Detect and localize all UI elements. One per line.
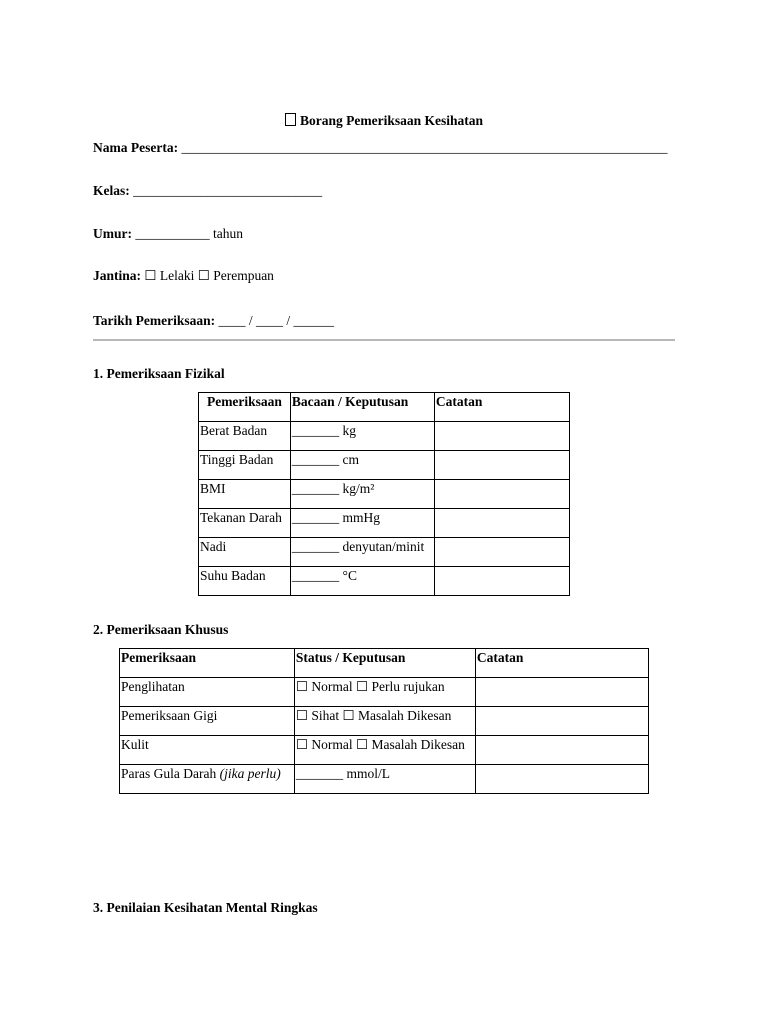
- reading-cell[interactable]: _______ kg: [290, 422, 434, 451]
- tarikh-blank[interactable]: ____ / ____ / ______: [215, 313, 335, 328]
- row-label: Pemeriksaan Gigi: [120, 707, 295, 736]
- kelas-blank[interactable]: ____________________________: [129, 183, 323, 198]
- table-header-row: [120, 649, 649, 678]
- section-3-heading: 3. Penilaian Kesihatan Mental Ringkas: [93, 900, 318, 915]
- status-cell[interactable]: ☐ Normal ☐ Masalah Dikesan: [294, 736, 475, 765]
- table-row: [199, 538, 570, 567]
- jantina-label: Jantina:: [93, 268, 142, 283]
- row-label: Penglihatan: [120, 678, 295, 707]
- divider: [93, 339, 675, 341]
- notes-cell[interactable]: [475, 707, 648, 736]
- column-header: Bacaan / Keputusan: [290, 393, 434, 422]
- notes-cell[interactable]: [434, 538, 569, 567]
- notes-cell[interactable]: [475, 765, 648, 794]
- table-row: [199, 567, 570, 596]
- row-label: [120, 765, 295, 794]
- umur-label: Umur:: [93, 226, 132, 241]
- jantina-field[interactable]: [93, 268, 274, 284]
- row-label: Kulit: [120, 736, 295, 765]
- tarikh-label: Tarikh Pemeriksaan:: [93, 313, 216, 328]
- reading-cell[interactable]: _______ mmHg: [290, 509, 434, 538]
- reading-cell[interactable]: _______ °C: [290, 567, 434, 596]
- column-header: Catatan: [475, 649, 648, 678]
- section-1-heading: 1. Pemeriksaan Fizikal: [93, 366, 225, 381]
- row-label: BMI: [199, 480, 291, 509]
- column-header: Pemeriksaan: [120, 649, 295, 678]
- table-row: [120, 736, 649, 765]
- row-label: Suhu Badan: [199, 567, 291, 596]
- reading-cell[interactable]: _______ denyutan/minit: [290, 538, 434, 567]
- row-label: Berat Badan: [199, 422, 291, 451]
- umur-blank[interactable]: ___________ tahun: [132, 226, 243, 241]
- notes-cell[interactable]: [434, 509, 569, 538]
- row-label: Nadi: [199, 538, 291, 567]
- table-row: [199, 451, 570, 480]
- table-row: [199, 480, 570, 509]
- table-row: [199, 422, 570, 451]
- nama-peserta-field[interactable]: [93, 140, 667, 156]
- document-icon: [285, 113, 296, 126]
- nama-peserta-label: Nama Peserta:: [93, 140, 179, 155]
- row-label: Tinggi Badan: [199, 451, 291, 480]
- pemeriksaan-khusus-table: [119, 648, 649, 794]
- kelas-field[interactable]: [93, 183, 322, 199]
- page-title: Borang Pemeriksaan Kesihatan: [0, 113, 768, 129]
- status-cell[interactable]: ☐ Sihat ☐ Masalah Dikesan: [294, 707, 475, 736]
- tarikh-field[interactable]: [93, 313, 334, 329]
- column-header: Status / Keputusan: [294, 649, 475, 678]
- reading-cell[interactable]: _______ cm: [290, 451, 434, 480]
- table-row: [199, 509, 570, 538]
- pemeriksaan-fizikal-table: [198, 392, 570, 596]
- table-header-row: [199, 393, 570, 422]
- status-cell[interactable]: _______ mmol/L: [294, 765, 475, 794]
- umur-field[interactable]: [93, 226, 243, 242]
- notes-cell[interactable]: [434, 567, 569, 596]
- status-cell[interactable]: ☐ Normal ☐ Perlu rujukan: [294, 678, 475, 707]
- notes-cell[interactable]: [434, 480, 569, 509]
- kelas-label: Kelas:: [93, 183, 130, 198]
- nama-peserta-blank[interactable]: ________________________________________________________________________: [178, 140, 668, 155]
- reading-cell[interactable]: _______ kg/m²: [290, 480, 434, 509]
- column-header: Pemeriksaan: [199, 393, 291, 422]
- row-label: Tekanan Darah: [199, 509, 291, 538]
- table-row: [120, 707, 649, 736]
- table-row: [120, 678, 649, 707]
- row-label-note: (jika perlu): [219, 766, 281, 781]
- column-header: Catatan: [434, 393, 569, 422]
- notes-cell[interactable]: [434, 422, 569, 451]
- notes-cell[interactable]: [475, 678, 648, 707]
- table-row: [120, 765, 649, 794]
- notes-cell[interactable]: [434, 451, 569, 480]
- row-label-text: Paras Gula Darah: [121, 766, 220, 781]
- section-2-heading: 2. Pemeriksaan Khusus: [93, 622, 229, 637]
- jantina-options[interactable]: ☐ Lelaki ☐ Perempuan: [141, 268, 274, 283]
- notes-cell[interactable]: [475, 736, 648, 765]
